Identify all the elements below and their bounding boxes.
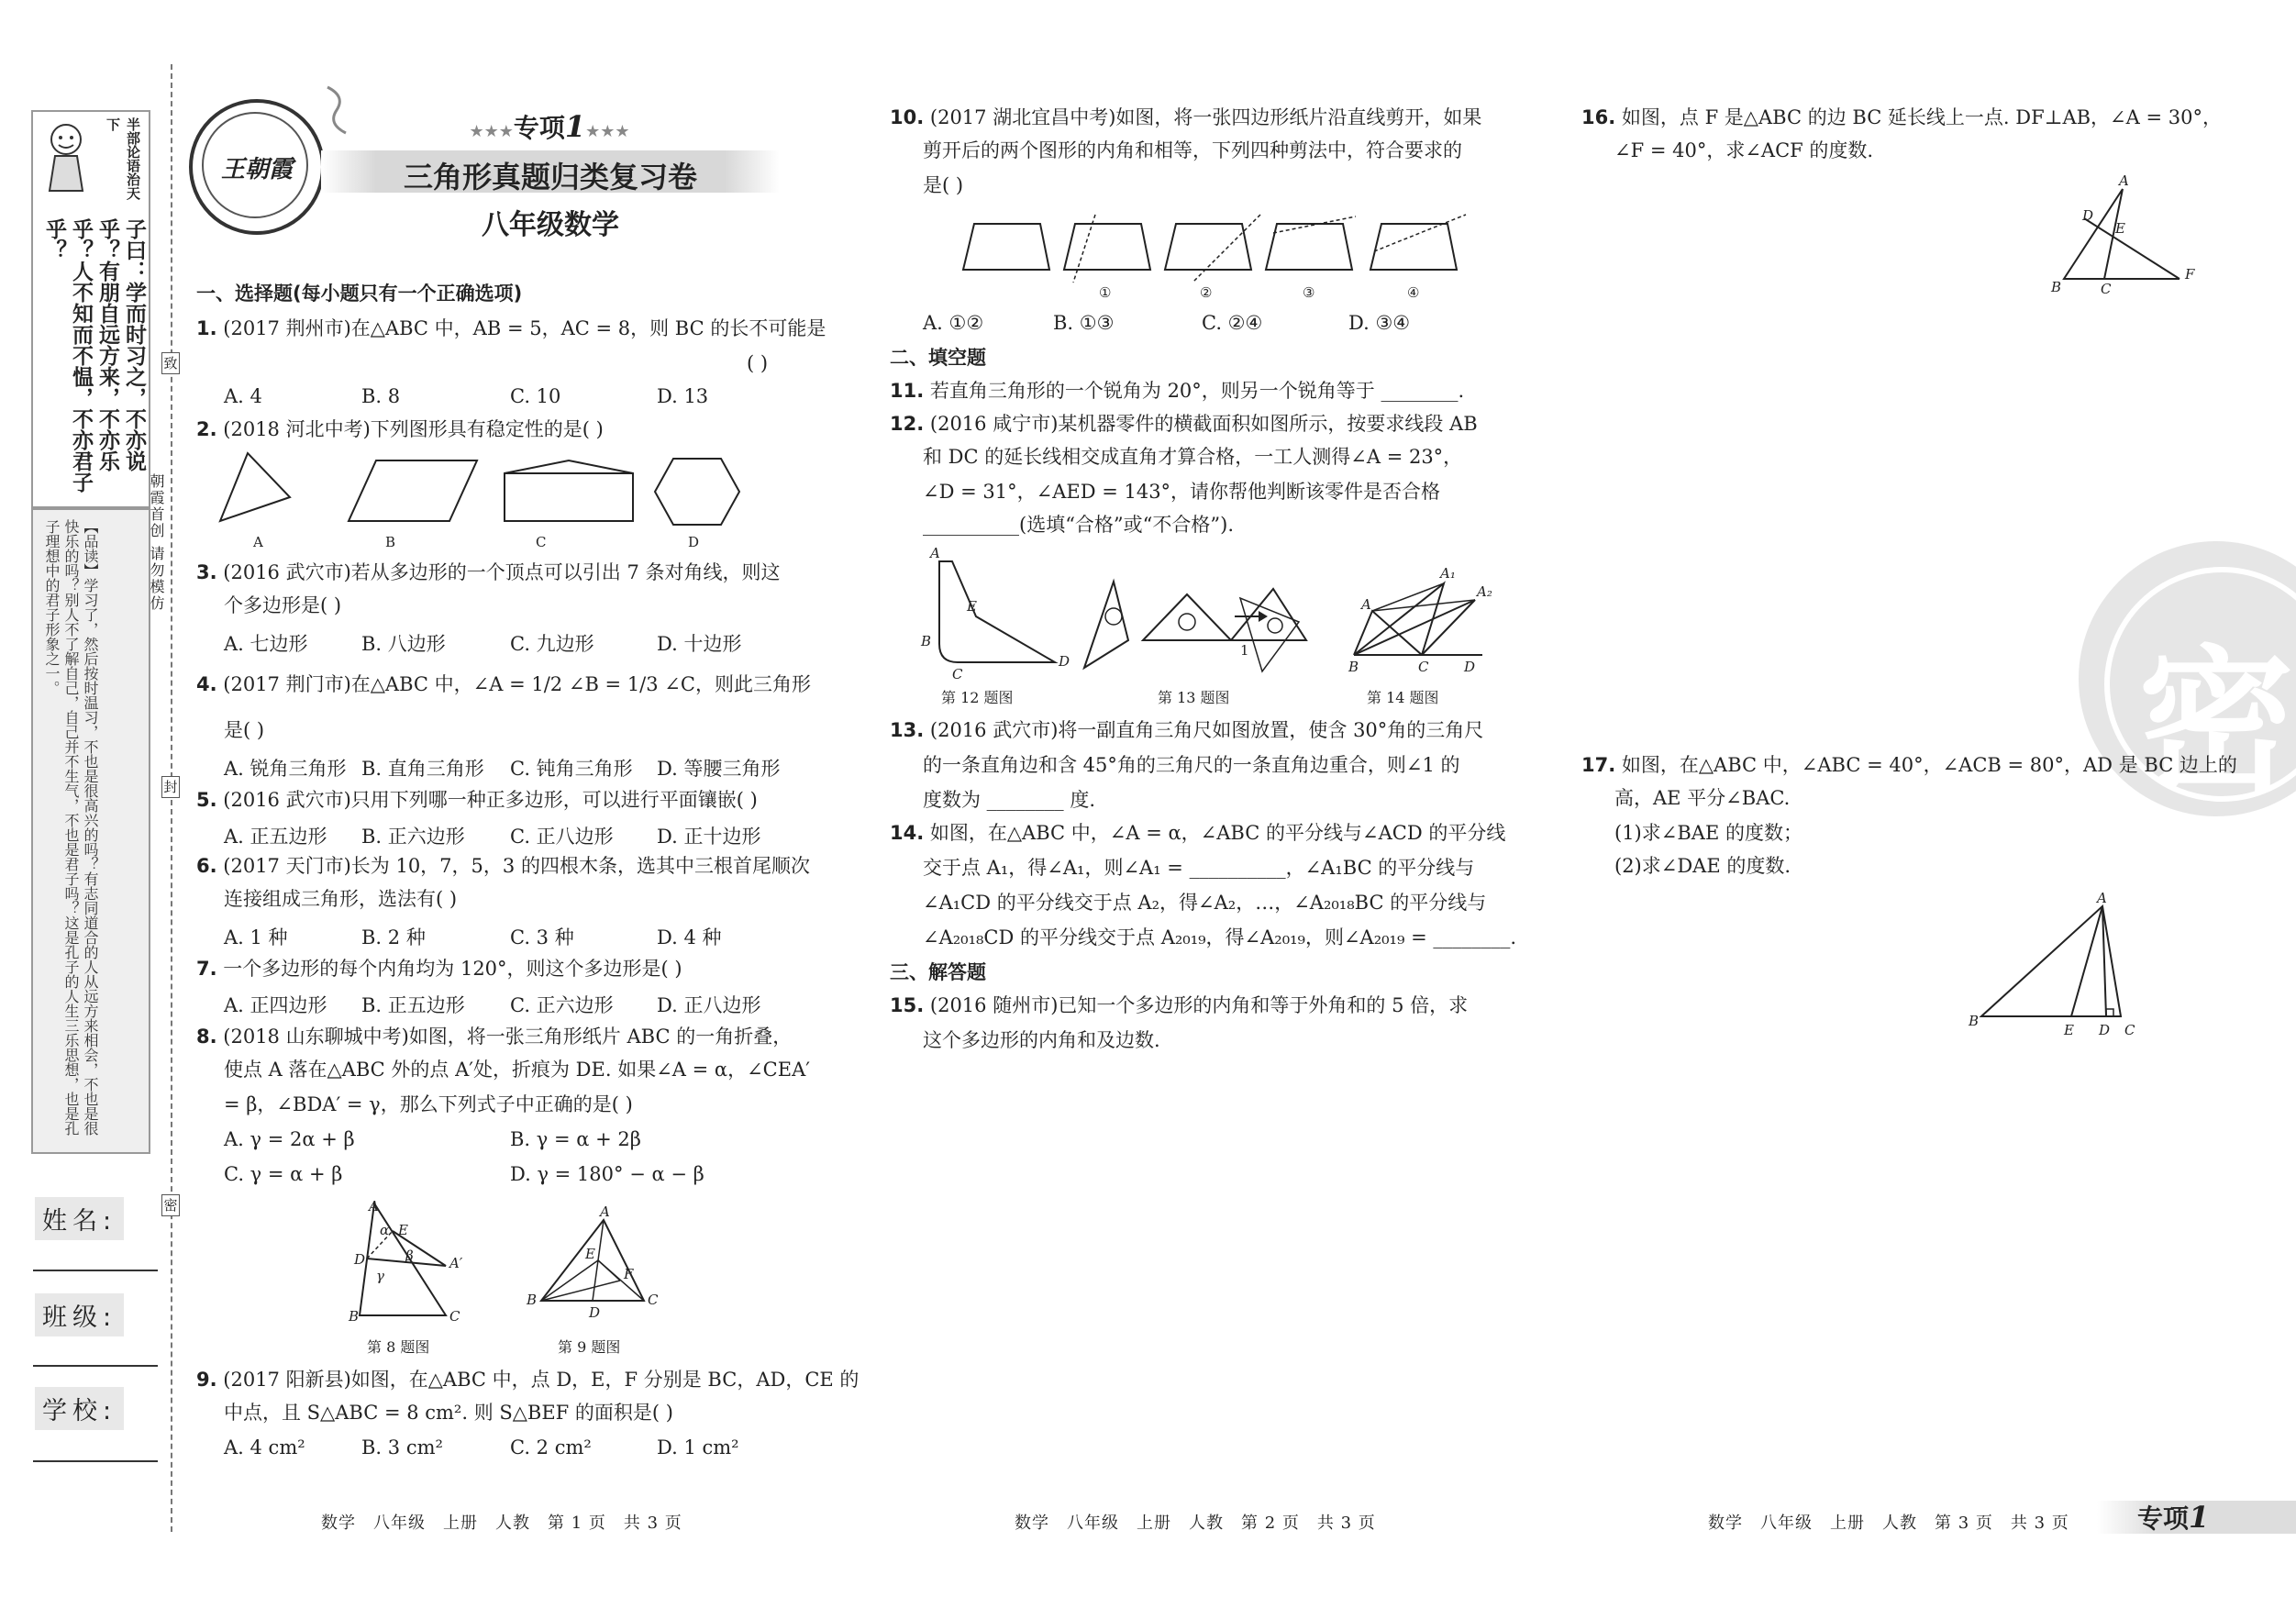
fig-label: ③ [1303, 284, 1315, 301]
fig-label: E [2064, 1022, 2074, 1038]
question-11: 11. 若直角三角形的一个锐角为 20°，则另一个锐角等于 ________. [890, 380, 1465, 402]
name-field-line[interactable] [33, 1270, 158, 1271]
question-14-cont: ∠A₁CD 的平分线交于点 A₂，得∠A₂，…，∠A₂₀₁₈BC 的平分线与 [923, 892, 1487, 914]
confucius-avatar [37, 119, 95, 193]
section-answer: 三、解答题 [890, 961, 986, 983]
question-4-cont: 是( ) [224, 719, 265, 741]
fig-label: B [527, 1292, 538, 1308]
pindu-text: 【品读】学习了，然后按时温习，不也是很高兴的吗？有志同道合的人从远方来相会，不也是很快乐的吗？别人不了解自己，自己并不生气，不也是君子吗？这是孔子的人生三乐思想，也是孔子理想中的君子形象之一。 [43, 519, 99, 1136]
quote-text: 子曰：学而时习之，不亦说乎？有朋自远方来，不亦乐乎？人不知而不愠，不亦君子乎？ [42, 218, 146, 493]
series-label: ★★★专项1★★★ [469, 109, 630, 144]
fig-label: D [354, 1251, 366, 1268]
option[interactable]: D. ③④ [1348, 312, 1411, 334]
slogan-text: 朝霞首创 请勿模仿 [148, 473, 165, 613]
section-fill: 二、填空题 [890, 347, 986, 369]
q10-figures [958, 215, 1481, 306]
option[interactable]: C. 正六边形 [510, 994, 614, 1016]
option[interactable]: D. γ = 180° − α − β [510, 1163, 704, 1185]
question-12: 12. (2016 咸宁市)某机器零件的横截面积如图所示，按要求线段 AB [890, 413, 1478, 435]
question-10: 10. (2017 湖北宜昌中考)如图，将一张四边形纸片沿直线剪开，如果 [890, 106, 1482, 128]
fig-label: D [1059, 653, 1070, 670]
fig-label: A [369, 1198, 379, 1214]
quote-box [31, 110, 150, 508]
option[interactable]: D. 十边形 [657, 633, 742, 655]
fig-caption-14: 第 14 题图 [1367, 689, 1439, 706]
seal-char-2: 封 [161, 776, 180, 798]
question-13: 13. (2016 武穴市)将一副直角三角尺如图放置，使含 30°角的三角尺 [890, 719, 1484, 741]
question-13-cont: 度数为 ________ 度. [923, 789, 1096, 811]
page-title: 三角形真题归类复习卷 [403, 160, 697, 194]
question-17: 17. 如图，在△ABC 中，∠ABC = 40°，∠ACB = 80°，AD 是 BC 边上的 [1581, 754, 2237, 776]
fig-label: E [2115, 220, 2125, 237]
q13-figure [1079, 561, 1317, 681]
question-3: 3. (2016 武穴市)若从多边形的一个顶点可以引出 7 条对角线，则这 [196, 561, 781, 583]
question-5: 5. (2016 武穴市)只用下列哪一种正多边形，可以进行平面镶嵌( ) [196, 789, 758, 811]
fig-caption-8: 第 8 题图 [367, 1338, 430, 1356]
question-2: 2. (2018 河北中考)下列图形具有稳定性的是( ) [196, 418, 604, 440]
option[interactable]: B. 正五边形 [361, 994, 465, 1016]
fig-label: A₂ [1477, 583, 1492, 600]
answer-paren-1[interactable]: ( ) [747, 352, 769, 374]
fig-label: C [2101, 281, 2112, 297]
option[interactable]: B. 8 [361, 385, 401, 407]
question-14-cont: 交于点 A₁，得∠A₁，则∠A₁ = __________，∠A₁BC 的平分线与 [923, 857, 1475, 879]
fig-label: D [1464, 659, 1476, 675]
option[interactable]: B. γ = α + 2β [510, 1128, 641, 1150]
fig-label: A′ [449, 1255, 463, 1271]
question-12-cont: 和 DC 的延长线相交成直角才算合格，一工人测得∠A = 23°， [923, 446, 1463, 468]
option[interactable]: D. 正十边形 [657, 826, 761, 848]
option[interactable]: C. 九边形 [510, 633, 594, 655]
fig-label: E [967, 598, 977, 615]
fig-label: C [648, 1292, 659, 1308]
fig-label: B [2051, 279, 2062, 295]
footer-badge: 专项1 [2137, 1500, 2210, 1535]
page-subtitle: 八年级数学 [482, 209, 619, 241]
option[interactable]: C. γ = α + β [224, 1163, 343, 1185]
fig-label: D [688, 534, 700, 550]
fig-label: α [380, 1222, 390, 1238]
option[interactable]: A. γ = 2α + β [224, 1128, 355, 1150]
pindu-box [31, 508, 150, 1154]
option[interactable]: B. 直角三角形 [361, 758, 484, 780]
fig-label: C [1418, 659, 1429, 675]
option[interactable]: D. 4 种 [657, 926, 722, 948]
option[interactable]: D. 13 [657, 385, 709, 407]
binding-line [171, 64, 172, 1532]
school-label: 学校: [35, 1387, 124, 1430]
fig-label: A [1361, 596, 1371, 613]
question-17-part-1: (1)求∠BAE 的度数； [1614, 822, 1802, 844]
q17-figure [1959, 890, 2143, 1040]
q9-figure [523, 1203, 670, 1323]
seal-char-3: 密 [161, 1194, 180, 1216]
fig-label: B [349, 1308, 360, 1325]
section-choice: 一、选择题(每小题只有一个正确选项) [196, 283, 523, 305]
fig-label: A [253, 534, 263, 550]
fig-label: F [624, 1266, 634, 1282]
fig-label: γ [376, 1268, 384, 1284]
question-13-cont: 的一条直角边和含 45°角的三角尺的一条直角边重合，则∠1 的 [923, 754, 1460, 776]
fig-label: B [1969, 1013, 1980, 1029]
fig-label: B [385, 534, 396, 550]
fig-label: ④ [1407, 284, 1420, 301]
option[interactable]: A. ①② [923, 312, 984, 334]
option[interactable]: D. 正八边形 [657, 994, 761, 1016]
option[interactable]: B. ①③ [1053, 312, 1115, 334]
fig-label: β [405, 1248, 414, 1264]
question-14-cont: ∠A₂₀₁₈CD 的平分线交于点 A₂₀₁₉，得∠A₂₀₁₉，则∠A₂₀₁₉ = ________. [923, 926, 1517, 948]
seal-char-1: 致 [161, 352, 180, 374]
fig-label: D [2082, 207, 2094, 224]
q8-figure [345, 1198, 473, 1323]
logo-seal [189, 99, 325, 235]
class-label: 班级: [35, 1293, 124, 1336]
question-15: 15. (2016 随州市)已知一个多边形的内角和等于外角和的 5 倍，求 [890, 994, 1469, 1016]
question-9-cont: 中点，且 S△ABC = 8 cm². 则 S△BEF 的面积是( ) [224, 1402, 673, 1424]
fig-label: D [589, 1304, 601, 1321]
question-14: 14. 如图，在△ABC 中，∠A = α，∠ABC 的平分线与∠ACD 的平分线 [890, 822, 1506, 844]
q16-figure [2042, 172, 2207, 297]
fig-label: A [2097, 890, 2107, 906]
question-9: 9. (2017 阳新县)如图，在△ABC 中，点 D，E，F 分别是 BC，AD，CE 的 [196, 1369, 860, 1391]
fig-label: C [449, 1308, 460, 1325]
option[interactable]: C. 3 种 [510, 926, 574, 948]
question-1: 1. (2017 荆州市)在△ABC 中，AB = 5，AC = 8，则 BC 的长不可能是 [196, 317, 826, 339]
watermark-char: 密 [2137, 632, 2294, 814]
question-7: 7. 一个多边形的每个内角均为 120°，则这个多边形是( ) [196, 958, 682, 980]
question-6-cont: 连接组成三角形，选法有( ) [224, 888, 458, 910]
q12-figure [917, 543, 1073, 681]
question-10-cont: 是( ) [923, 174, 964, 196]
option[interactable]: A. 正四边形 [224, 994, 327, 1016]
option[interactable]: B. 八边形 [361, 633, 446, 655]
question-8-cont: = β，∠BDA′ = γ，那么下列式子中正确的是( ) [224, 1093, 633, 1115]
question-4: 4. (2017 荆门市)在△ABC 中，∠A = 1/2 ∠B = 1/3 ∠C，则此三角形 [196, 673, 811, 695]
fig-label: B [921, 633, 932, 649]
fig-label: A₁ [1440, 565, 1456, 582]
fig-caption-13: 第 13 题图 [1158, 689, 1230, 706]
option[interactable]: A. 七边形 [224, 633, 308, 655]
fig-label: E [398, 1222, 408, 1238]
option[interactable]: C. 钝角三角形 [510, 758, 633, 780]
fig-label: D [2099, 1022, 2111, 1038]
option[interactable]: A. 4 cm² [224, 1436, 305, 1458]
fig-label: A [2119, 172, 2129, 189]
question-15-cont: 这个多边形的内角和及边数. [923, 1029, 1160, 1051]
question-12-cont: __________(选填“合格”或“不合格”). [923, 514, 1235, 536]
badge-text: 半部论语治天下 [105, 117, 141, 200]
fig-label: B [1348, 659, 1359, 675]
class-field-line[interactable] [33, 1365, 158, 1367]
fig-label: F [2185, 266, 2195, 283]
q14-figure [1345, 567, 1501, 677]
ribbon-icon [323, 83, 350, 138]
option[interactable]: A. 正五边形 [224, 826, 327, 848]
question-6: 6. (2017 天门市)长为 10，7，5，3 的四根木条，选其中三根首尾顺次 [196, 855, 810, 877]
question-12-cont: ∠D = 31°，∠AED = 143°，请你帮他判断该零件是否合格 [923, 481, 1441, 503]
option[interactable]: B. 3 cm² [361, 1436, 443, 1458]
question-3-cont: 个多边形是( ) [224, 594, 342, 616]
q2-figures [211, 448, 761, 549]
footer-page-1: 数学 八年级 上册 人教 第 1 页 共 3 页 [321, 1514, 682, 1533]
question-16-cont: ∠F = 40°，求∠ACF 的度数. [1614, 139, 1874, 161]
fig-label: E [585, 1246, 595, 1262]
school-field-line[interactable] [33, 1460, 158, 1462]
question-17-cont: 高，AE 平分∠BAC. [1614, 787, 1791, 809]
fig-label: C [952, 666, 963, 682]
question-16: 16. 如图，点 F 是△ABC 的边 BC 延长线上一点. DF⊥AB，∠A = 30°， [1581, 106, 2222, 128]
fig-label: C [2124, 1022, 2135, 1038]
option[interactable]: C. 正八边形 [510, 826, 614, 848]
question-10-cont: 剪开后的两个图形的内角和相等，下列四种剪法中，符合要求的 [923, 139, 1462, 161]
fig-label: C [536, 534, 547, 550]
fig-caption-9: 第 9 题图 [558, 1338, 621, 1356]
name-label: 姓名: [35, 1197, 124, 1240]
footer-page-3: 数学 八年级 上册 人教 第 3 页 共 3 页 [1708, 1514, 2069, 1533]
question-8-cont: 使点 A 落在△ABC 外的点 A′处，折痕为 DE. 如果∠A = α，∠CEA′ [224, 1059, 811, 1081]
option[interactable]: C. 2 cm² [510, 1436, 592, 1458]
option[interactable]: A. 4 [224, 385, 262, 407]
fig-label: ② [1200, 284, 1213, 301]
option[interactable]: D. 等腰三角形 [657, 758, 781, 780]
option[interactable]: B. 正六边形 [361, 826, 465, 848]
option[interactable]: A. 1 种 [224, 926, 288, 948]
fig-label: 1 [1240, 642, 1249, 659]
fig-label: ① [1099, 284, 1112, 301]
option[interactable]: C. 10 [510, 385, 561, 407]
option[interactable]: D. 1 cm² [657, 1436, 739, 1458]
option[interactable]: C. ②④ [1202, 312, 1263, 334]
question-17-part-2: (2)求∠DAE 的度数. [1614, 855, 1791, 877]
logo-text: 王朝霞 [220, 156, 293, 183]
fig-caption-12: 第 12 题图 [941, 689, 1014, 706]
footer-page-2: 数学 八年级 上册 人教 第 2 页 共 3 页 [1015, 1514, 1376, 1533]
fig-label: A [600, 1203, 610, 1220]
question-8: 8. (2018 山东聊城中考)如图，将一张三角形纸片 ABC 的一角折叠， [196, 1026, 793, 1048]
fig-label: A [930, 545, 940, 561]
option[interactable]: A. 锐角三角形 [224, 758, 347, 780]
option[interactable]: B. 2 种 [361, 926, 426, 948]
